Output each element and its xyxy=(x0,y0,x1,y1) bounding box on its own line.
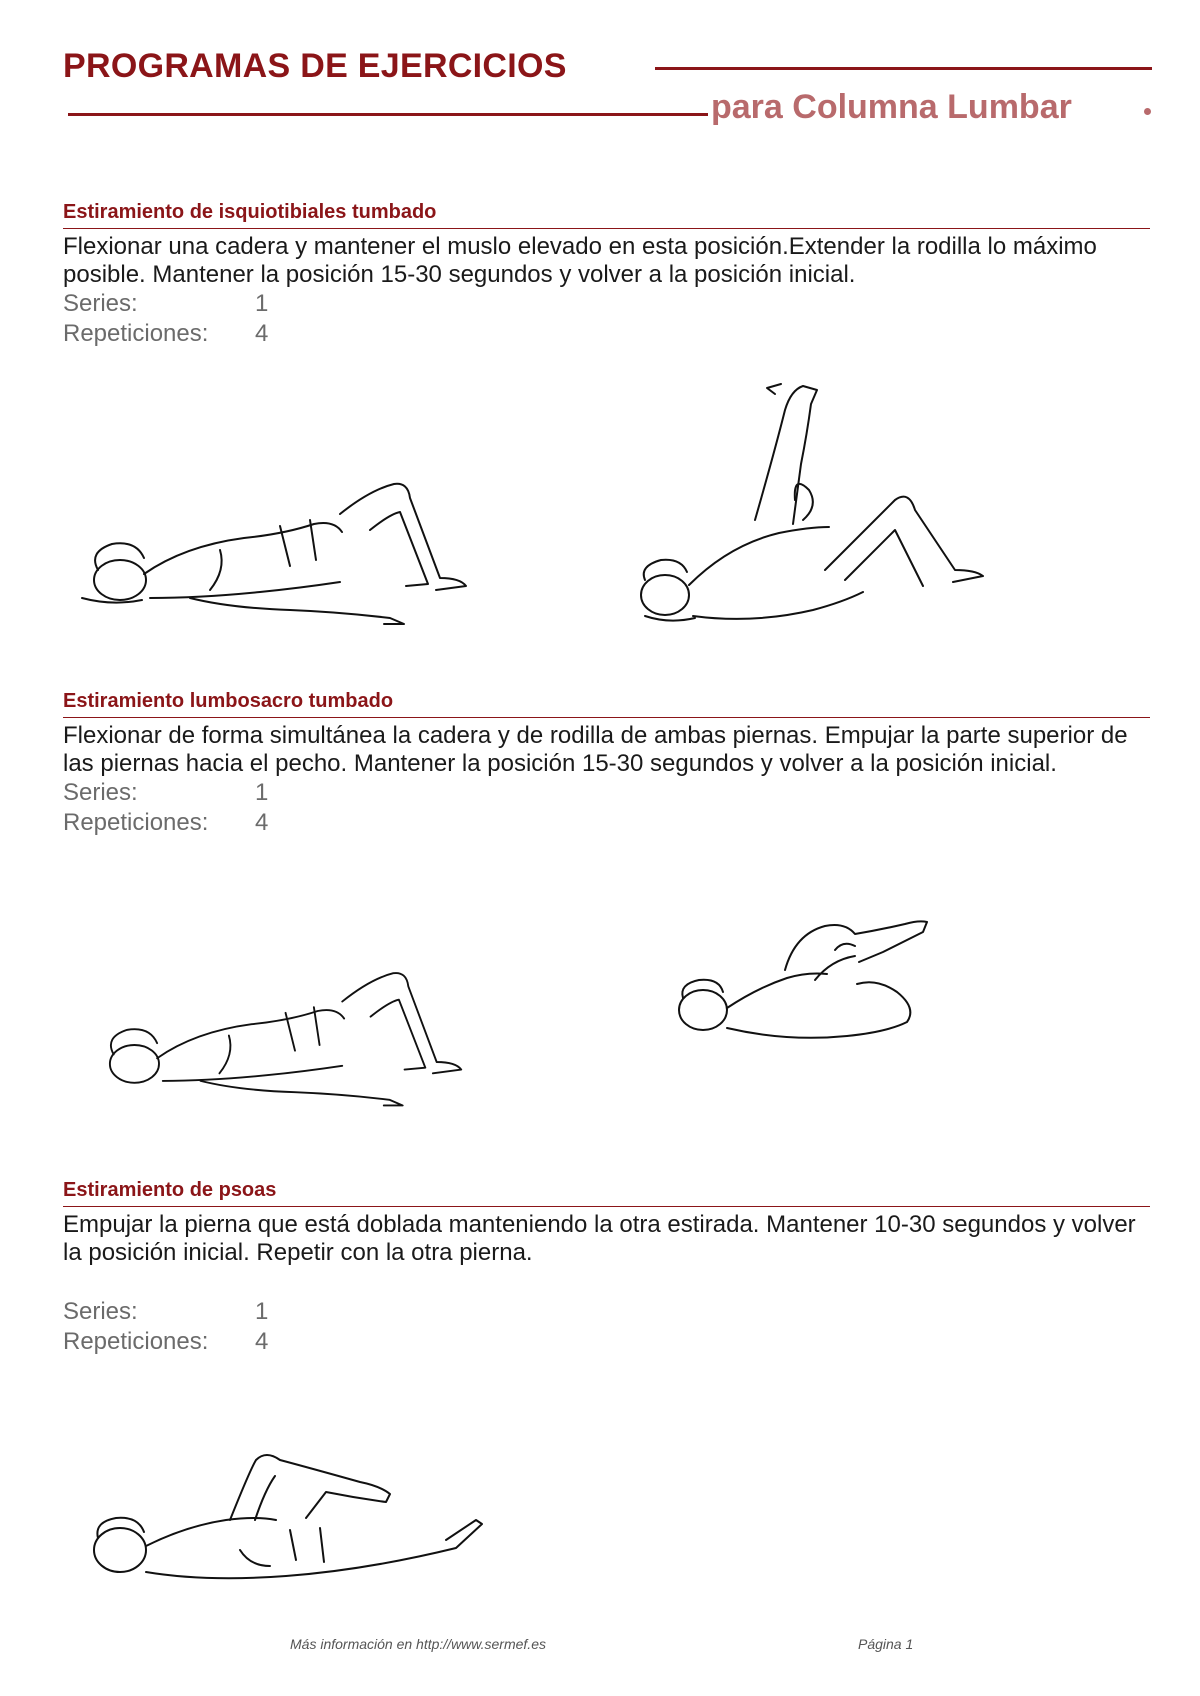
exercise-params xyxy=(63,1297,1150,1357)
series-value: 1 xyxy=(255,290,269,317)
repetitions-label: Repeticiones: xyxy=(63,809,209,836)
exercise-section xyxy=(63,689,1150,838)
repetitions-value: 4 xyxy=(255,1328,269,1355)
person-lying-knees-bent-illustration xyxy=(85,960,505,1130)
page-subtitle: para Columna Lumbar xyxy=(711,88,1072,126)
exercise-description: Flexionar una cadera y mantener el muslo elevado en esta posición.Extender la rodilla lo máximo posible. Mantener la posición 15-30 segundos y volver a la posición inicial. xyxy=(63,233,1097,288)
exercise-divider xyxy=(63,228,1150,229)
series-label: Series: xyxy=(63,290,138,317)
exercise-description: Flexionar de forma simultánea la cadera y de rodilla de ambas piernas. Empujar la parte superior de las piernas hacia el pecho. Mantener la posición 15-30 segundos y volver a la posición inicial. xyxy=(63,722,1128,777)
exercise-params xyxy=(63,289,1150,349)
person-lying-knees-bent-illustration xyxy=(70,470,510,650)
repetitions-value: 4 xyxy=(255,809,269,836)
footer-page-number: Página 1 xyxy=(858,1636,914,1652)
header-rule-bottom xyxy=(68,113,708,116)
exercise-params xyxy=(63,778,1150,838)
exercise-description: Empujar la pierna que está doblada manteniendo la otra estirada. Mantener 10-30 segundos y volver la posición inicial. Repetir con la otra pierna. xyxy=(63,1211,1136,1266)
person-knees-to-chest-illustration xyxy=(665,910,965,1070)
page-title: PROGRAMAS DE EJERCICIOS xyxy=(63,47,567,85)
repetitions-value: 4 xyxy=(255,320,269,347)
header-rule-top xyxy=(655,67,1152,70)
repetitions-label: Repeticiones: xyxy=(63,1328,209,1355)
person-single-knee-to-chest-illustration xyxy=(80,1450,520,1600)
header-dot xyxy=(1144,108,1151,115)
repetitions-label: Repeticiones: xyxy=(63,320,209,347)
series-label: Series: xyxy=(63,779,138,806)
exercise-section xyxy=(63,200,1150,349)
exercise-title: Estiramiento de psoas xyxy=(63,1179,277,1201)
series-label: Series: xyxy=(63,1298,138,1325)
exercise-title: Estiramiento lumbosacro tumbado xyxy=(63,690,394,712)
series-value: 1 xyxy=(255,779,269,806)
exercise-divider xyxy=(63,717,1150,718)
exercise-title: Estiramiento de isquiotibiales tumbado xyxy=(63,201,437,223)
exercise-section xyxy=(63,1178,1150,1357)
footer-info: Más información en http://www.sermef.es xyxy=(290,1636,546,1652)
series-value: 1 xyxy=(255,1298,269,1325)
exercise-divider xyxy=(63,1206,1150,1207)
person-leg-raised-stretch-illustration xyxy=(615,380,995,640)
